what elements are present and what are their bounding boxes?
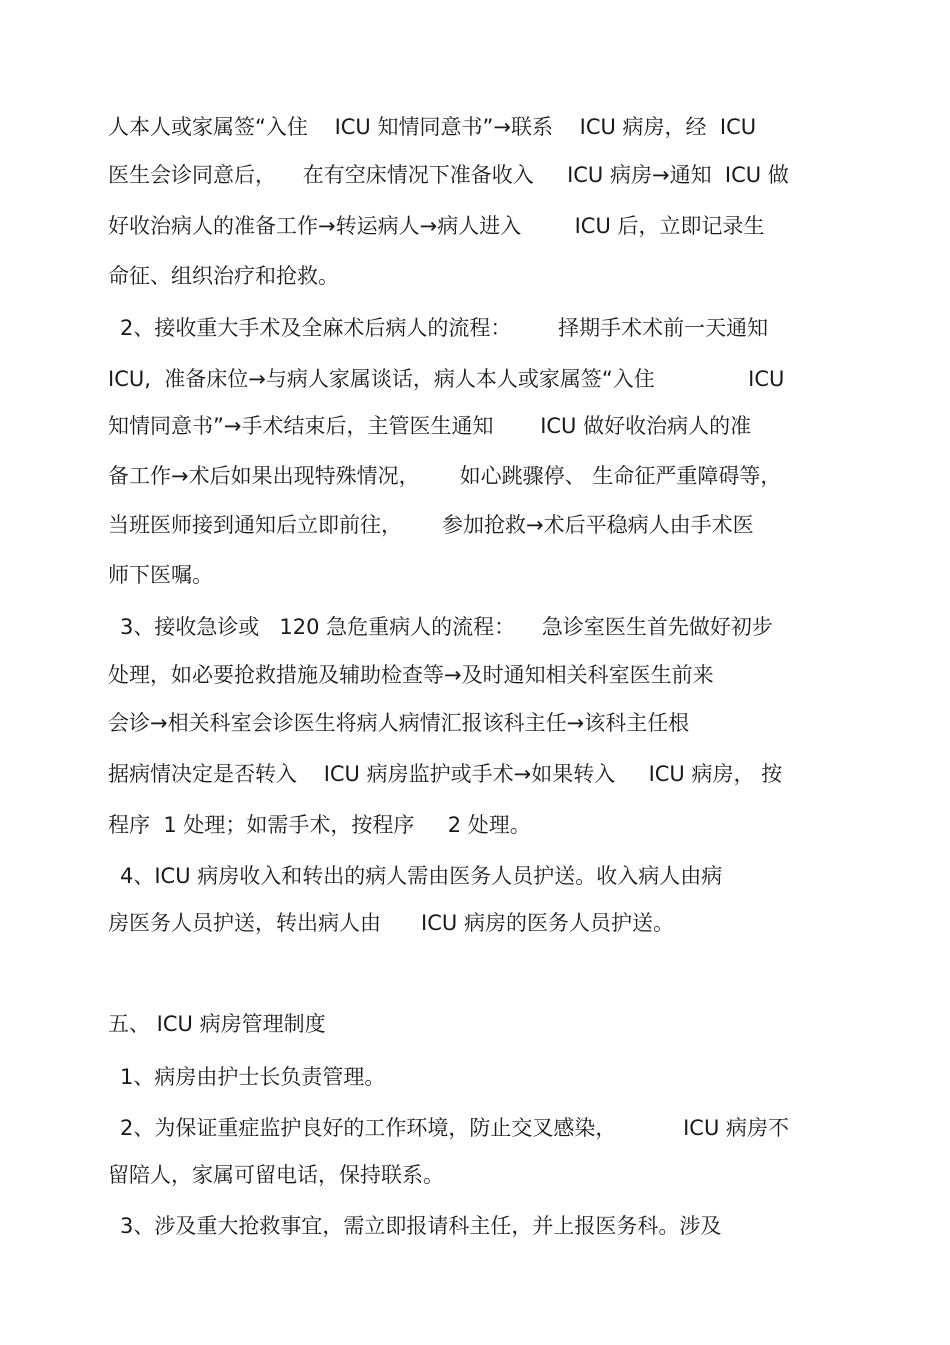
text-line: 4、ICU 病房收入和转出的病人需由医务人员护送。收入病人由病 <box>120 864 723 888</box>
text-line: 3、涉及重大抢救事宜，需立即报请科主任，并上报医务科。涉及 <box>120 1214 722 1238</box>
text-line: 会诊→相关科室会诊医生将病人病情汇报该科主任→该科主任根 <box>108 711 690 735</box>
text-line: 据病情决定是否转入 ICU 病房监护或手术→如果转入 ICU 病房， 按 <box>108 762 783 786</box>
text-line: 当班医师接到通知后立即前往， 参加抢救→术后平稳病人由手术医 <box>108 513 754 537</box>
text-line: 命征、组织治疗和抢救。 <box>108 264 339 288</box>
text-line: 程序 1 处理；如需手术，按程序 2 处理。 <box>108 813 531 837</box>
text-line: 3、接收急诊或 120 急危重病人的流程： 急诊室医生首先做好初步 <box>120 615 773 639</box>
text-line: 好收治病人的准备工作→转运病人→病人进入 ICU 后，立即记录生 <box>108 214 765 238</box>
section-heading: 五、 ICU 病房管理制度 <box>108 1012 326 1036</box>
text-line: 医生会诊同意后， 在有空床情况下准备收入 ICU 病房→通知 ICU 做 <box>108 163 789 187</box>
text-line: 2、接收重大手术及全麻术后病人的流程： 择期手术术前一天通知 <box>120 316 769 340</box>
text-line: 人本人或家属签“入住 ICU 知情同意书”→联系 ICU 病房，经 ICU <box>108 115 757 139</box>
text-line: 留陪人，家属可留电话，保持联系。 <box>108 1163 444 1187</box>
text-line: 师下医嘱。 <box>108 563 213 587</box>
text-line: 备工作→术后如果出现特殊情况， 如心跳骤停、 生命征严重障碍等， <box>108 464 782 488</box>
text-line: 1、病房由护士长负责管理。 <box>120 1065 386 1089</box>
text-line: 处理，如必要抢救措施及辅助检查等→及时通知相关科室医生前来 <box>108 663 714 687</box>
text-line: 知情同意书”→手术结束后，主管医生通知 ICU 做好收治病人的准 <box>108 414 752 438</box>
text-line: ICU, 准备床位→与病人家属谈话，病人本人或家属签“入住 ICU <box>108 367 785 391</box>
text-line: 2、为保证重症监护良好的工作环境，防止交叉感染， ICU 病房不 <box>120 1116 790 1140</box>
text-line: 房医务人员护送，转出病人由 ICU 病房的医务人员护送。 <box>108 911 674 935</box>
